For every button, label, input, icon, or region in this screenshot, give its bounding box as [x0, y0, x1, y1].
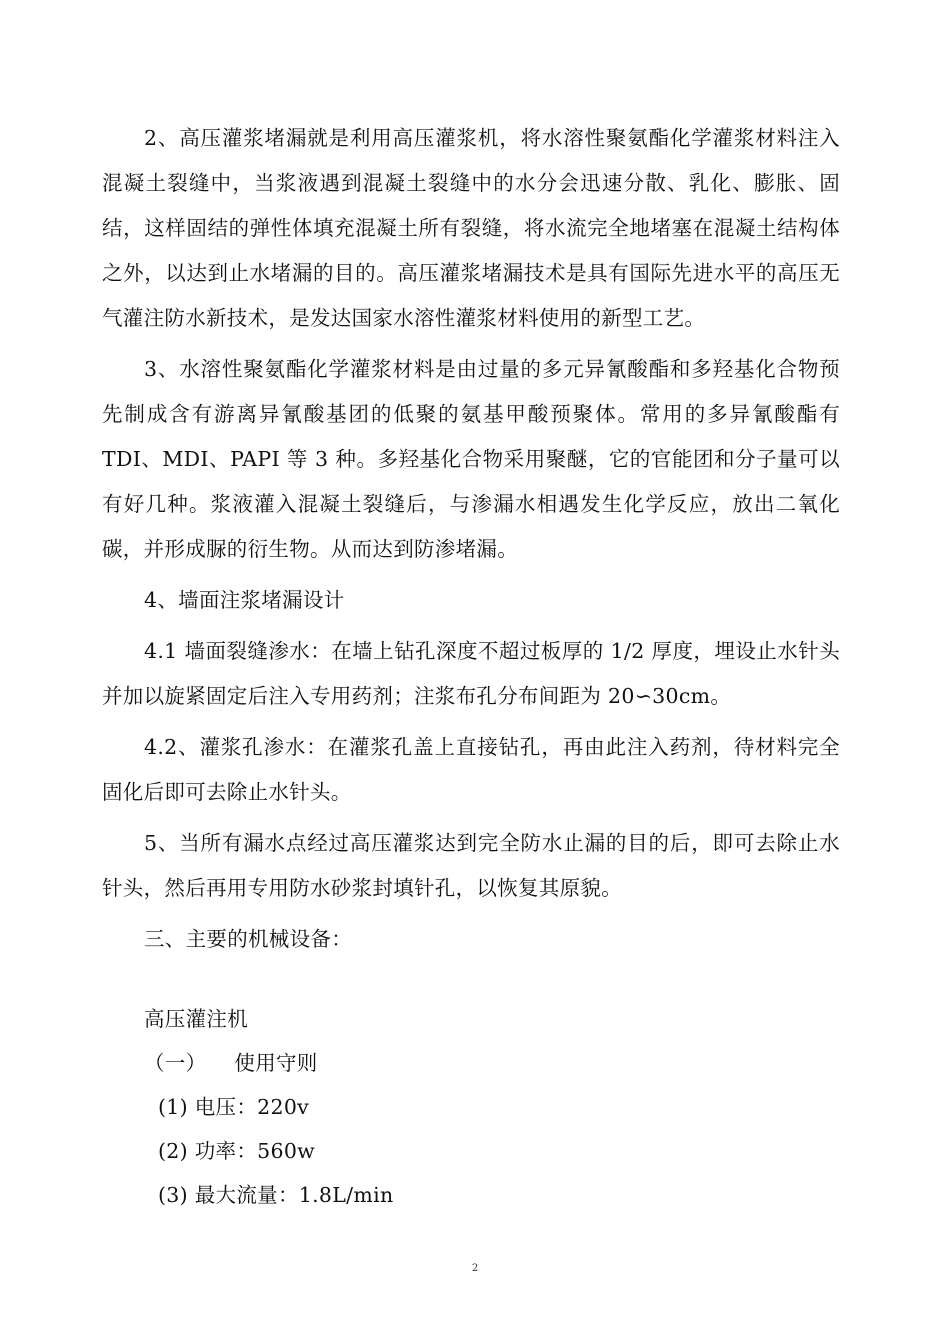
paragraph-high-pressure-grouting: 2、高压灌浆堵漏就是利用高压灌浆机，将水溶性聚氨酯化学灌浆材料注入混凝土裂缝中，当浆液遇到混凝土裂缝中的水分会迅速分散、乳化、膨胀、固结，这样固结的弹性体填充混凝土所有裂缝，将水流完全地堵塞在混凝土结构体之外，以达到止水堵漏的目的。高压灌浆堵漏技术是具有国际先进水平的高压无气灌注防水新技术，是发达国家水溶性灌浆材料使用的新型工艺。	[102, 126, 840, 330]
equipment-name: 高压灌注机	[144, 1007, 248, 1031]
paragraph-final-sealing: 5、当所有漏水点经过高压灌浆达到完全防水止漏的目的后，即可去除止水针头，然后再用专用防水砂浆封填针孔，以恢复其原貌。	[102, 831, 840, 900]
document-body	[102, 116, 840, 964]
usage-rules-label: （一）	[144, 1051, 207, 1075]
heading-main-equipment: 三、主要的机械设备：	[144, 927, 352, 951]
paragraph-wall-crack-seepage: 4.1 墙面裂缝渗水：在墙上钻孔深度不超过板厚的 1/2 厚度，埋设止水针头并加以旋紧固定后注入专用药剂；注浆布孔分布间距为 20∽30cm。	[102, 639, 840, 708]
heading-wall-grouting-design: 4、墙面注浆堵漏设计	[144, 588, 345, 612]
paragraph-polyurethane-material: 3、水溶性聚氨酯化学灌浆材料是由过量的多元异氰酸酯和多羟基化合物预先制成含有游离异氰酸基团的低聚的氨基甲酸预聚体。常用的多异氰酸酯有 TDI、MDI、PAPI 等 3 种。多羟基化合物采用聚醚，它的官能团和分子量可以有好几种。浆液灌入混凝土裂缝后，与渗漏水相遇发生化学反应，放出二氧化碳，并形成脲的衍生物。从而达到防渗堵漏。	[102, 357, 840, 561]
usage-rules-title: 使用守则	[234, 1051, 318, 1075]
spec-max-flow: (3) 最大流量：1.8L/min	[158, 1183, 394, 1207]
spec-power: (2) 功率：560w	[158, 1139, 316, 1163]
page-number: 2	[471, 1263, 479, 1274]
spec-voltage: (1) 电压：220v	[158, 1095, 310, 1119]
equipment-block	[144, 997, 744, 1217]
paragraph-grout-hole-seepage: 4.2、灌浆孔渗水：在灌浆孔盖上直接钻孔，再由此注入药剂，待材料完全固化后即可去除止水针头。	[102, 735, 840, 804]
usage-rules-heading	[144, 1041, 744, 1085]
